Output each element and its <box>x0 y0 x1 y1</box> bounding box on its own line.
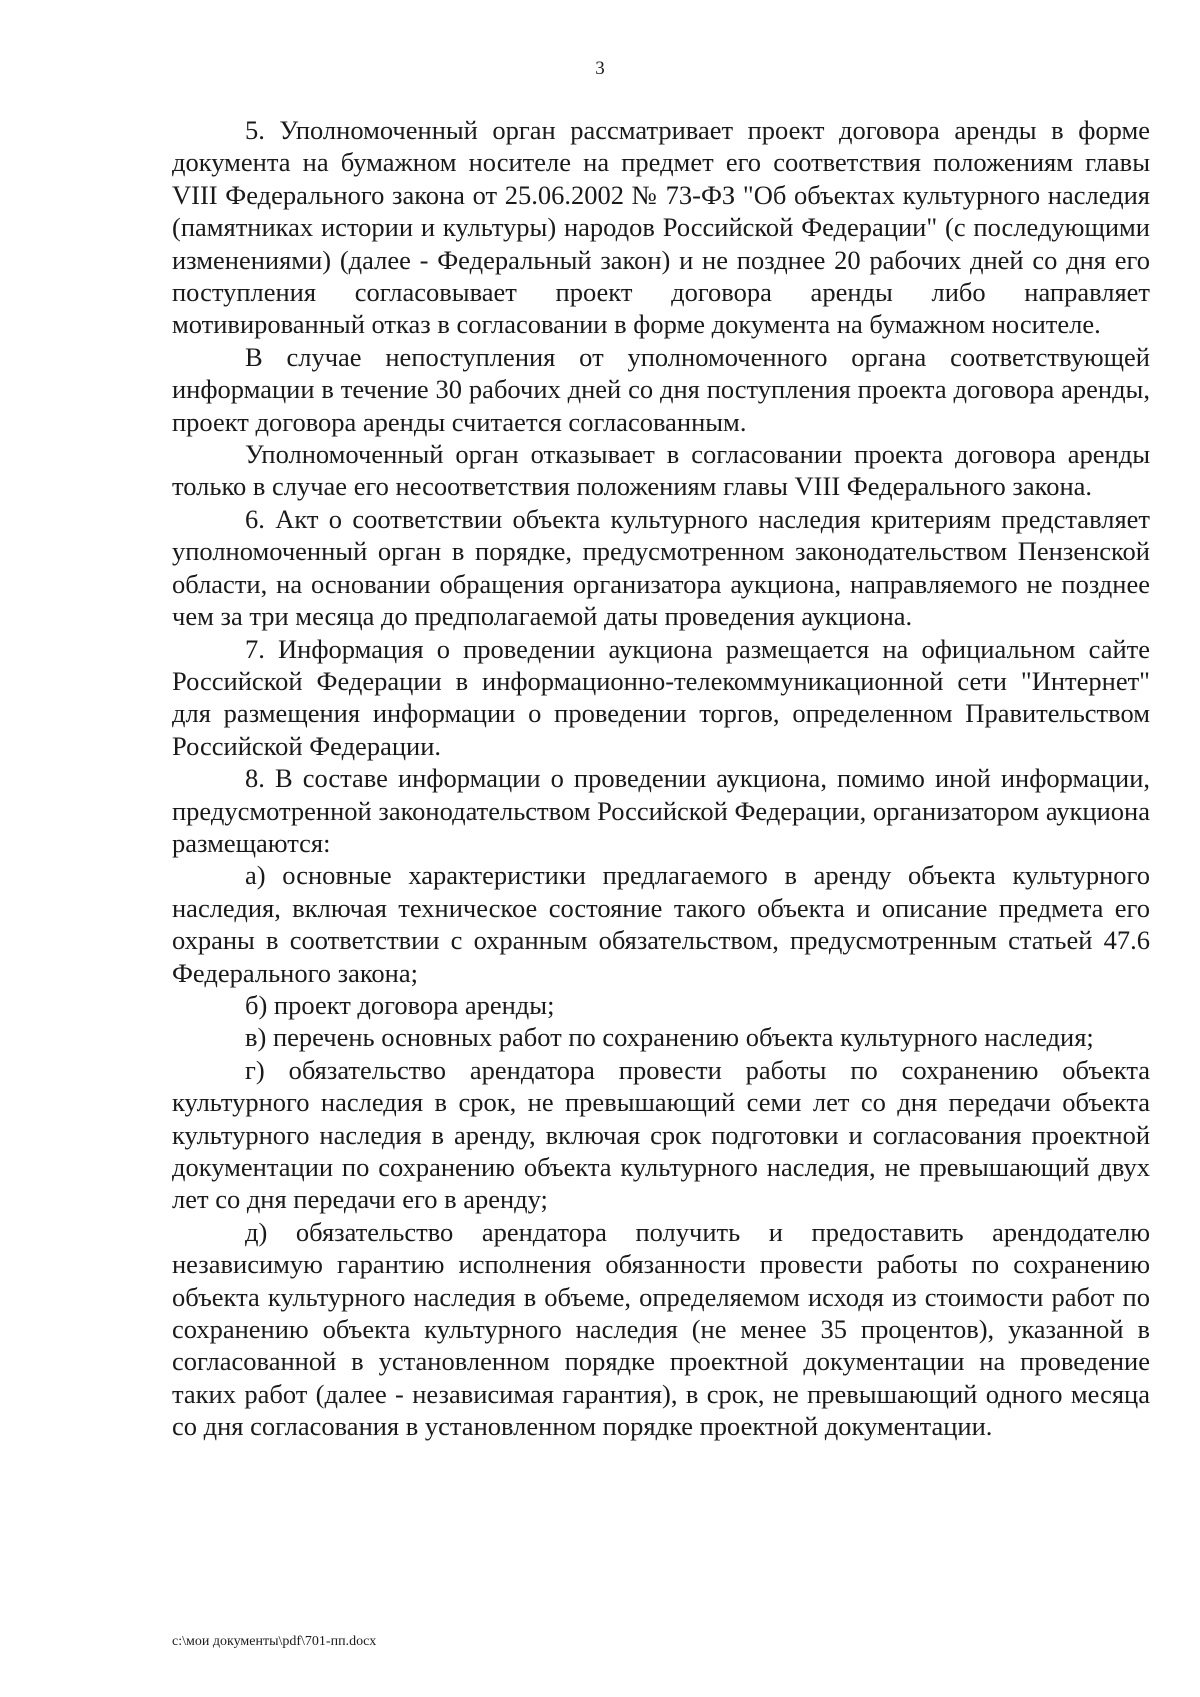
list-item-v: в) перечень основных работ по сохранению объекта культурного наследия; <box>245 1022 1094 1053</box>
list-item-g: г) обязательство арендатора провести работы по сохранению объекта культурного наследия в срок, не превышающий семи лет со дня передачи объекта культурного наследия в аренду, включая срок подготовки и согласования проектной документации по сохранению объекта культурного наследия, не превышающий двух лет со дня передачи его в аренду; <box>172 1054 1150 1215</box>
page-number: 3 <box>595 58 605 79</box>
paragraph-7: 7. Информация о проведении аукциона размещается на официальном сайте Российской Федерации в информационно-телекоммуникационной сети "Интернет" для размещения информации о проведении торгов, определенном Правительством Российской Федерации. <box>172 633 1150 761</box>
list-item-b: б) проект договора аренды; <box>245 989 555 1020</box>
paragraph-5-non-receipt: В случае непоступления от уполномоченного органа соответствующей информации в течение 30 рабочих дней со дня поступления проекта договора аренды, проект договора аренды считается согласованным. <box>172 341 1150 437</box>
paragraph-6: 6. Акт о соответствии объекта культурного наследия критериям представляет уполномоченный орган в порядке, предусмотренном законодательством Пензенской области, на основании обращения организатора аукциона, направляемого не позднее чем за три месяца до предполагаемой даты проведения аукциона. <box>172 503 1150 632</box>
list-item-d: д) обязательство арендатора получить и предоставить арендодателю независимую гарантию исполнения обязанности провести работы по сохранению объекта культурного наследия в объеме, определяемом исходя из стоимости работ по сохранению объекта культурного наследия (не менее 35 процентов), указанной в согласованной в установленном порядке проектной документации на проведение таких работ (далее - независимая гарантия), в срок, не превышающий одного месяца со дня согласования в установленном порядке проектной документации. <box>172 1216 1150 1442</box>
document-body <box>172 114 1150 1443</box>
list-item-a: а) основные характеристики предлагаемого в аренду объекта культурного наследия, включая техническое состояние такого объекта и описание предмета его охраны в соответствии с охранным обязательством, предусмотренным статьей 47.6 Федерального закона; <box>172 860 1150 988</box>
paragraph-8: 8. В составе информации о проведении аукциона, помимо иной информации, предусмотренной законодательством Российской Федерации, организатором аукциона размещаются: <box>172 763 1150 858</box>
paragraph-5: 5. Уполномоченный орган рассматривает проект договора аренды в форме документа на бумажном носителе на предмет его соответствия положениям главы VIII Федерального закона от 25.06.2002 № 73-ФЗ "Об объектах культурного наследия (памятниках истории и культуры) народов Российской Федерации" (с последующими изменениями) (далее - Федеральный закон) и не позднее 20 рабочих дней со дня его поступления согласовывает проект договора аренды либо направляет мотивированный отказ в согласовании в форме документа на бумажном носителе. <box>172 115 1150 340</box>
paragraph-5-refusal: Уполномоченный орган отказывает в согласовании проекта договора аренды только в случае его несоответствия положениям главы VIII Федерального закона. <box>172 439 1150 502</box>
footer-file-path: c:\мои документы\pdf\701-пп.docx <box>172 1634 377 1649</box>
